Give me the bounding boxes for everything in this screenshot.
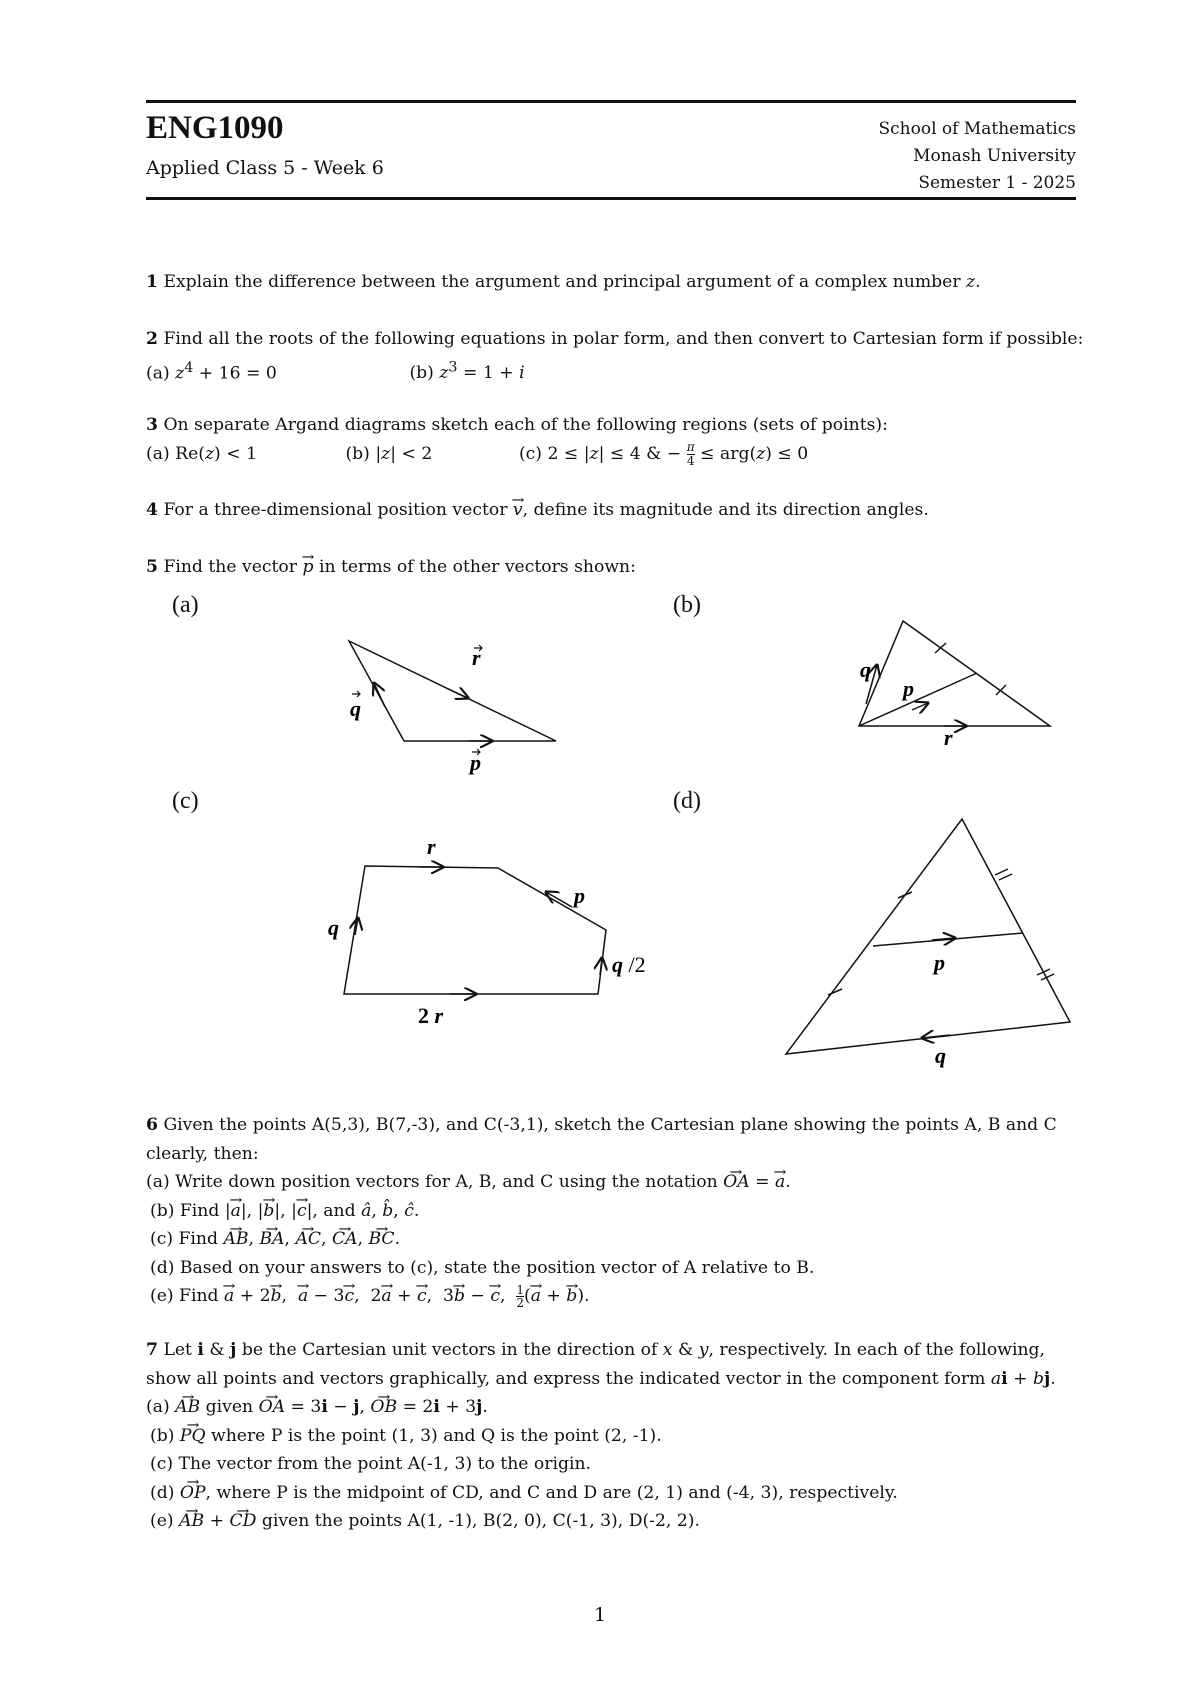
figure-d-label: (d) [673,788,701,814]
figure-a-label: (a) [172,592,199,618]
part-label: (a) [146,443,170,464]
semester-label: Semester 1 - 2025 [918,173,1076,193]
question-text: Explain the difference between the argument and principal argument of a complex number [163,272,961,292]
question-text: Find all the roots of the following equations in polar form, and then convert to Cartesian form if possible: [163,329,1084,349]
page-number: 1 [593,1604,607,1626]
question-6: 6 Given the points A(5,3), B(7,-3), and C(-3,1), sketch the Cartesian plane showing the points A, B and C clearly, then: (a) Write down position vectors for A, B, and C using the notation OA → = a →. (b) Find |a →|, |b →|, |c →|, and â, b̂, ĉ. (c) Find AB →, BA →, AC →, CA →, BC →. (d) Based on your answers to (c), state the position vector of A relative to B. (e) Find a → + 2b →, a → − 3c →, 2a → + c →, 3b → − c →, $\frac{1}{2}$ (a → + b →). [146,1111,1086,1311]
question-4: 4 For a three-dimensional position vector v →, define its magnitude and its direction angles. [146,496,1086,525]
triangle-d [786,819,1070,1054]
part-label: (a) [146,363,170,384]
header-top-rule [146,100,1076,103]
header-right-block [878,116,1076,197]
triangle-b [859,621,1050,726]
question-number: 4 [146,500,158,520]
vector-label-q: q [350,696,361,721]
part-e: (e) Find [150,1286,219,1306]
question-number: 1 [146,272,158,292]
question-text-end: in terms of the other vectors shown: [318,557,636,577]
part-e-text: given the points A(1, -1), B(2, 0), C(-1, 3), D(-2, 2). [261,1511,700,1531]
figure-b-label: (b) [673,592,701,618]
question-1: 1 Explain the difference between the argument and principal argument of a complex number z. [146,272,981,292]
part-label: (d) [150,1482,175,1503]
intro-part: , respectively. In each of the following, show all points and vectors graphically, and express the indicated vector in the component form [146,1340,1046,1389]
vector-label-r: r [427,834,436,859]
intro-part: Let [163,1340,192,1360]
part-label: (b) [150,1425,175,1446]
part-a: (a) Write down position vectors for A, B, and C using the notation [146,1172,718,1192]
part-b-text: where P is the point (1, 3) and Q is the point (2, -1). [211,1425,662,1446]
part-c: (c) The vector from the point A(-1, 3) to the origin. [150,1454,592,1474]
question-7: 7 Let i & j be the Cartesian unit vectors in the direction of x & y, respectively. In each of the following, show all points and vectors graphically, and express the indicated vector in the component form ai + bj. (a) AB → given OA → = 3i − j, OB → = 2i + 3j. (b) PQ → where P is the point (1, 3) and Q is the point (2, -1). (c) The vector from the point A(-1, 3) to the origin. (d) OP →, where P is the midpoint of CD, and C and D are (2, 1) and (-4, 3), respectively. (e) AB → + CD → given the points A(1, -1), B(2, 0), C(-1, 3), D(-2, 2). [146,1336,1086,1536]
part-b: (b) Find [150,1200,220,1221]
vector-label-2r: 2 r [418,1003,444,1028]
polygon-c [344,866,606,994]
vector-label-p: p [903,676,914,701]
vector-label-p: p [574,883,585,908]
university-name: Monash University [913,146,1076,166]
vector-label-q: q [935,1043,946,1068]
question-text-end: , define its magnitude and its direction angles. [522,500,929,520]
part-label: (c) [518,443,542,464]
vector-label-q: q [328,915,339,940]
question-number: 5 [146,557,158,577]
question-text: Given the points A(5,3), B(7,-3), and C(-3,1), sketch the Cartesian plane showing the points A, B and C clearly, then: [146,1115,1057,1164]
header-bottom-rule [146,197,1076,200]
question-2: 2 Find all the roots of the following equations in polar form, and then convert to Cartesian form if possible: (a) $z^4 + 16 = 0$ (b) $z^3 = 1 + i$ [146,329,1084,384]
intro-part: be the Cartesian unit vectors in the direction of [241,1340,658,1360]
question-number: 3 [146,415,158,435]
part-d: (d) Based on your answers to (c), state the position vector of A relative to B. [150,1257,815,1278]
question-text: For a three-dimensional position vector [163,500,508,520]
question-number: 7 [146,1340,158,1360]
question-number: 6 [146,1115,158,1135]
vector-label-r: r [944,725,953,750]
vector-label-p: p [934,950,945,975]
part-d-text: , where P is the midpoint of CD, and C and D are (2, 1) and (-4, 3), respectively. [205,1482,898,1503]
part-label: (b) [345,443,370,464]
question-number: 2 [146,329,158,349]
vector-label-r: r [472,645,481,670]
question-3: 3 On separate Argand diagrams sketch each of the following regions (sets of points): (a) Re(z) < 1 (b) |z| < 2 (c) 2 ≤ |z| ≤ 4 & − $\frac{\pi}{4}$ ≤ arg(z) ≤ 0 [146,415,888,468]
part-label: (a) [146,1397,170,1417]
question-text: Find the vector [163,557,297,577]
question-5: 5 Find the vector p → in terms of the other vectors shown: [146,553,1086,582]
part-label: (b) [409,363,434,384]
part-c: (c) Find [150,1229,218,1249]
triangle-a [349,641,556,741]
class-subtitle: Applied Class 5 - Week 6 [146,157,384,179]
part-label: (e) [150,1511,174,1531]
question-text: On separate Argand diagrams sketch each of the following regions (sets of points): [163,415,888,435]
vector-label-q: q [860,657,871,682]
school-name: School of Mathematics [878,119,1076,139]
vector-label-p: p [470,750,481,775]
figure-c-label: (c) [172,788,199,814]
given-word: given [205,1397,254,1417]
course-code: ENG1090 [146,110,284,146]
vector-label-q-half: q /2 [612,952,646,977]
